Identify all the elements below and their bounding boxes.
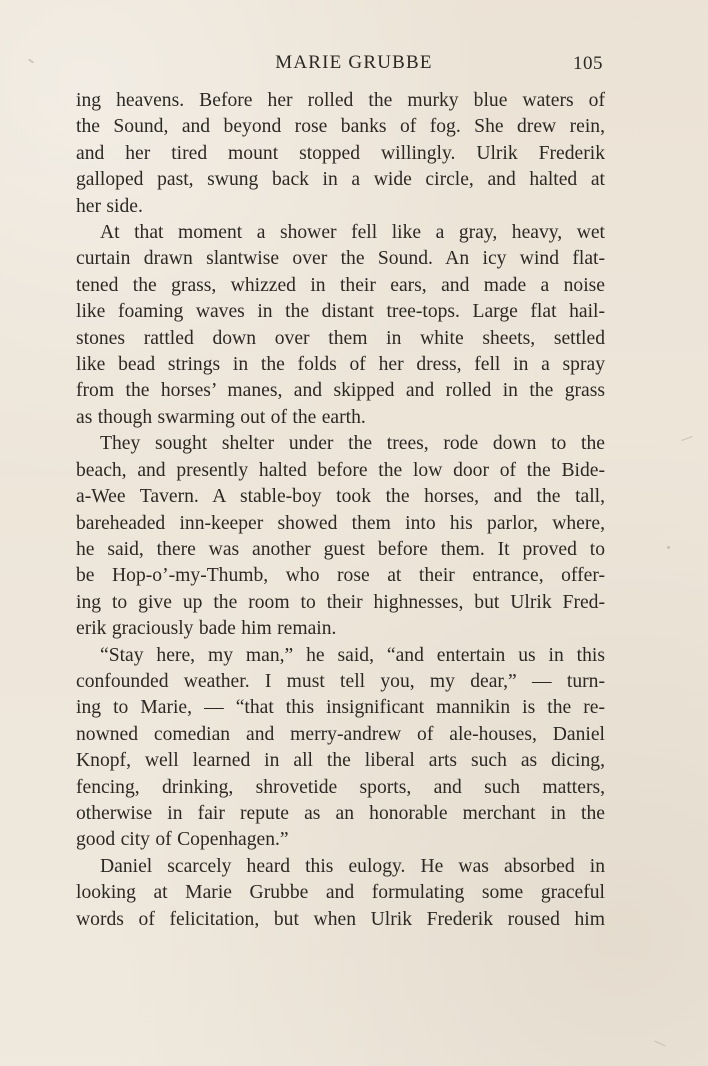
text-line: like bead strings in the folds of her dress, fell in a spray — [76, 354, 605, 376]
paragraph-4 — [76, 643, 605, 854]
paragraph-5 — [76, 854, 605, 933]
paragraph-1 — [76, 88, 605, 220]
text-line: tened the grass, whizzed in their ears, and made a noise — [76, 274, 605, 296]
text-line: ing to give up the room to their highnesses, but Ulrik Fred- — [76, 591, 605, 613]
text-line: Knopf, well learned in all the liberal arts such as dicing, — [76, 750, 605, 772]
text-line: erik graciously bade him remain. — [76, 618, 337, 640]
text-line: “Stay here, my man,” he said, “and entertain us in this — [100, 644, 605, 666]
text-line: looking at Marie Grubbe and formulating some graceful — [76, 882, 605, 904]
running-title: MARIE GRUBBE — [275, 52, 433, 73]
text-line: as though swarming out of the earth. — [76, 406, 366, 428]
text-line: the Sound, and beyond rose banks of fog. She drew rein, — [76, 116, 605, 138]
text-line: nowned comedian and merry-andrew of ale-houses, Daniel — [76, 723, 605, 745]
text-line: bareheaded inn-keeper showed them into his parlor, where, — [76, 512, 605, 534]
paragraph-2 — [76, 220, 605, 431]
text-line: a-Wee Tavern. A stable-boy took the horses, and the tall, — [76, 486, 605, 508]
text-line: her side. — [76, 195, 143, 217]
text-line: beach, and presently halted before the low door of the Bide- — [76, 459, 605, 481]
running-header — [0, 52, 708, 78]
text-line: from the horses’ manes, and skipped and rolled in the grass — [76, 380, 605, 402]
text-line: curtain drawn slantwise over the Sound. An icy wind flat- — [76, 248, 605, 270]
paper-speck — [681, 436, 693, 441]
text-line: good city of Copenhagen.” — [76, 829, 289, 851]
page-number: 105 — [573, 53, 603, 74]
text-line: fencing, drinking, shrovetide sports, and such matters, — [76, 776, 605, 798]
text-line: ing to Marie, — “that this insignificant mannikin is the re- — [76, 697, 605, 719]
text-line: he said, there was another guest before them. It proved to — [76, 538, 605, 560]
text-line: be Hop-o’-my-Thumb, who rose at their entrance, offer- — [76, 565, 605, 587]
text-line: At that moment a shower fell like a gray, heavy, wet — [100, 222, 605, 244]
text-line: ing heavens. Before her rolled the murky blue waters of — [76, 90, 605, 111]
paragraph-3 — [76, 431, 605, 642]
text-line: Daniel scarcely heard this eulogy. He was absorbed in — [100, 855, 605, 877]
text-line: and her tired mount stopped willingly. Ulrik Frederik — [76, 142, 605, 164]
body-text — [76, 88, 605, 933]
text-line: otherwise in fair repute as an honorable merchant in the — [76, 802, 605, 824]
text-line: words of felicitation, but when Ulrik Frederik roused him — [76, 908, 605, 930]
text-line: galloped past, swung back in a wide circle, and halted at — [76, 169, 605, 191]
text-line: They sought shelter under the trees, rode down to the — [100, 433, 605, 455]
text-line: like foaming waves in the distant tree-tops. Large flat hail- — [76, 301, 605, 323]
text-line: stones rattled down over them in white sheets, settled — [76, 327, 605, 349]
paper-speck — [667, 546, 670, 549]
text-line: confounded weather. I must tell you, my dear,” — turn- — [76, 670, 605, 692]
paper-speck — [654, 1041, 665, 1047]
